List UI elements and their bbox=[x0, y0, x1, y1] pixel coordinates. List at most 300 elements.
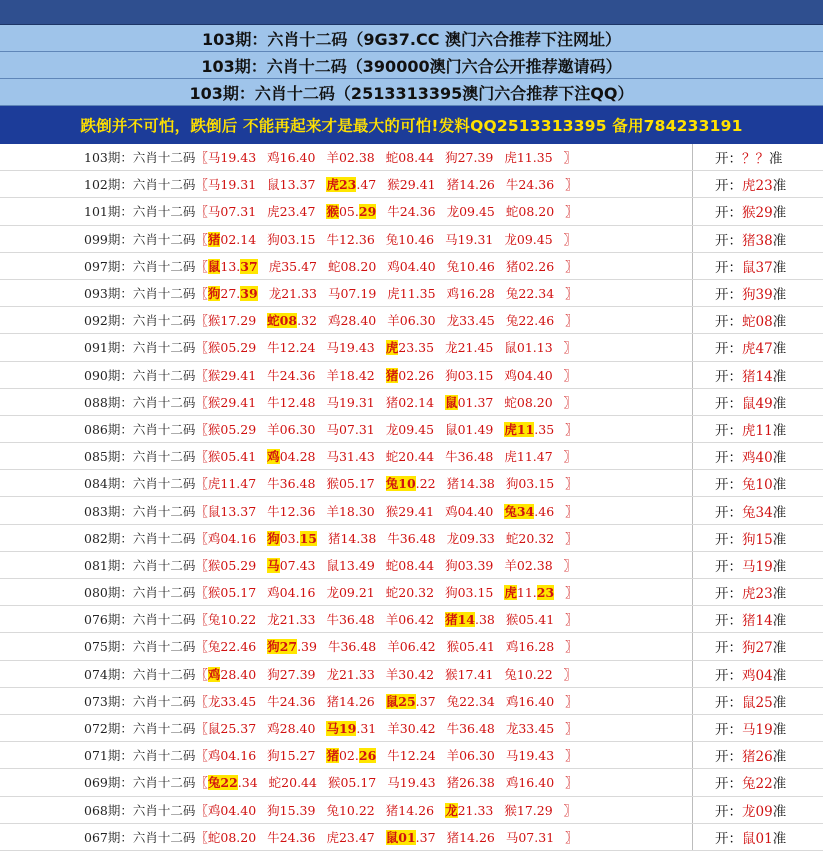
text-segment: 猴05.41 bbox=[446, 639, 495, 655]
bracket-close: 〗 bbox=[565, 177, 578, 193]
bracket-close: 〗 bbox=[563, 231, 577, 247]
zodiac-item bbox=[269, 284, 317, 302]
text-segment: .35 bbox=[534, 421, 555, 437]
issue-label: 086期：六肖十二码 bbox=[84, 421, 196, 437]
issue-label: 069期：六肖十二码 bbox=[84, 775, 196, 791]
result-cell bbox=[693, 718, 823, 738]
issue-label: 081期：六肖十二码 bbox=[84, 557, 196, 573]
zodiac-item bbox=[267, 338, 315, 356]
text-segment: 兔10.46 bbox=[446, 258, 495, 274]
text-segment: .31 bbox=[356, 721, 377, 737]
highlight-segment: 虎23 bbox=[326, 177, 357, 193]
zodiac-item bbox=[267, 393, 315, 411]
highlight-segment: 26 bbox=[358, 748, 377, 764]
table-row bbox=[0, 198, 823, 225]
zodiac-item bbox=[326, 393, 374, 411]
zodiac-item bbox=[504, 556, 552, 574]
result-value: 猪14 bbox=[742, 368, 773, 385]
prediction-cell bbox=[0, 661, 693, 687]
zodiac-item bbox=[267, 637, 317, 655]
text-segment: 猪14.26 bbox=[446, 829, 495, 845]
text-segment: 鸡16.40 bbox=[267, 150, 316, 166]
zodiac-item bbox=[326, 556, 374, 574]
bracket-open: 〖 bbox=[195, 177, 208, 193]
result-cell bbox=[693, 473, 823, 493]
zodiac-item bbox=[447, 746, 495, 764]
text-segment: 龙33.45 bbox=[207, 693, 257, 709]
zodiac-item bbox=[208, 338, 256, 356]
prediction-cell bbox=[0, 742, 693, 768]
text-segment: 马19.43 bbox=[505, 748, 555, 764]
result-value: 虎47 bbox=[742, 341, 773, 358]
bracket-open: 〖 bbox=[195, 748, 208, 764]
zodiac-item bbox=[267, 610, 315, 628]
text-segment: .32 bbox=[297, 313, 317, 329]
zodiac-item bbox=[386, 828, 436, 846]
table-row bbox=[0, 633, 823, 660]
zodiac-item bbox=[447, 692, 495, 710]
bracket-close: 〗 bbox=[565, 258, 578, 274]
text-segment: 龙33.45 bbox=[505, 721, 555, 737]
text-segment: 鼠13.37 bbox=[267, 177, 316, 193]
bracket-open: 〖 bbox=[195, 693, 208, 709]
zodiac-item bbox=[387, 311, 435, 329]
bracket-close: 〗 bbox=[563, 666, 577, 682]
zodiac-item bbox=[208, 447, 256, 465]
bracket-open: 〖 bbox=[195, 340, 208, 356]
prediction-cell bbox=[0, 334, 693, 360]
result-prefix: 开： bbox=[715, 776, 742, 793]
result-prefix: 开： bbox=[715, 586, 742, 603]
text-segment: 蛇08.44 bbox=[385, 557, 435, 573]
text-segment: 牛36.48 bbox=[446, 721, 495, 737]
zodiac-item bbox=[208, 583, 256, 601]
text-segment: 马19.43 bbox=[207, 150, 257, 166]
zodiac-item bbox=[387, 719, 435, 737]
text-segment: 01.37 bbox=[457, 394, 494, 410]
text-segment: 21.33 bbox=[457, 802, 494, 818]
table-row bbox=[0, 688, 823, 715]
bracket-close: 〗 bbox=[565, 286, 578, 302]
bracket-open: 〖 bbox=[195, 530, 208, 546]
text-segment: 马07.31 bbox=[326, 421, 375, 437]
result-cell bbox=[693, 745, 823, 765]
text-segment: 28.40 bbox=[220, 666, 257, 682]
zodiac-item bbox=[326, 801, 374, 819]
text-segment: 猴17.29 bbox=[207, 313, 257, 329]
result-suffix: 准 bbox=[772, 776, 787, 793]
result-cell bbox=[693, 229, 823, 249]
zodiac-item bbox=[326, 665, 374, 683]
zodiac-item bbox=[386, 366, 434, 384]
result-prefix: 开： bbox=[715, 830, 742, 847]
text-segment: .37 bbox=[415, 829, 436, 845]
result-cell bbox=[693, 337, 823, 357]
text-segment: 23.35 bbox=[398, 340, 435, 356]
text-segment: 猴17.41 bbox=[445, 666, 494, 682]
issue-label: 072期：六肖十二码 bbox=[84, 721, 196, 737]
table-row bbox=[0, 742, 823, 769]
bracket-close: 〗 bbox=[565, 503, 578, 519]
text-segment: 羊06.42 bbox=[385, 612, 435, 628]
zodiac-item bbox=[326, 502, 374, 520]
table-row bbox=[0, 579, 823, 606]
zodiac-item bbox=[326, 746, 376, 764]
zodiac-item bbox=[208, 474, 256, 492]
text-segment: 猴05.41 bbox=[505, 612, 555, 628]
table-row bbox=[0, 171, 823, 198]
table-row bbox=[0, 226, 823, 253]
zodiac-item bbox=[386, 556, 434, 574]
text-segment: 27. bbox=[220, 286, 241, 302]
zodiac-item bbox=[387, 773, 435, 791]
table-row bbox=[0, 769, 823, 796]
text-segment: 虎11.35 bbox=[504, 150, 553, 166]
zodiac-item bbox=[387, 284, 435, 302]
highlight-segment: 龙 bbox=[445, 802, 458, 818]
prediction-cell bbox=[0, 797, 693, 823]
prediction-cell bbox=[0, 525, 693, 551]
zodiac-item bbox=[208, 801, 256, 819]
bracket-close: 〗 bbox=[565, 421, 578, 437]
prediction-cell bbox=[0, 280, 693, 306]
result-cell bbox=[693, 664, 823, 684]
bracket-open: 〖 bbox=[195, 313, 208, 329]
text-segment: 牛24.36 bbox=[387, 204, 436, 220]
result-value: 猪14 bbox=[742, 613, 773, 630]
highlight-segment: 23 bbox=[536, 585, 555, 601]
text-segment: 兔22.46 bbox=[505, 313, 555, 329]
result-cell bbox=[693, 392, 823, 412]
text-segment: 马19.31 bbox=[445, 231, 494, 247]
prediction-table bbox=[0, 144, 823, 851]
result-prefix: 开： bbox=[715, 395, 742, 412]
text-segment: 兔22.34 bbox=[446, 693, 495, 709]
text-segment: 05. bbox=[338, 204, 359, 220]
bracket-open: 〖 bbox=[195, 449, 208, 465]
text-segment: 羊02.38 bbox=[504, 557, 553, 573]
result-cell bbox=[693, 201, 823, 221]
result-value: 鼠25 bbox=[742, 694, 773, 711]
zodiac-item bbox=[267, 474, 315, 492]
zodiac-item bbox=[445, 665, 493, 683]
issue-label: 068期：六肖十二码 bbox=[84, 802, 196, 818]
text-segment: 鸡16.28 bbox=[446, 286, 495, 302]
table-row bbox=[0, 661, 823, 688]
zodiac-item bbox=[326, 202, 376, 220]
bracket-open: 〖 bbox=[195, 394, 208, 410]
zodiac-item bbox=[386, 230, 434, 248]
zodiac-item bbox=[326, 148, 374, 166]
text-segment: 龙33.45 bbox=[446, 313, 495, 329]
text-segment: 蛇20.44 bbox=[385, 449, 435, 465]
zodiac-item bbox=[267, 447, 315, 465]
zodiac-item bbox=[387, 529, 435, 547]
zodiac-item bbox=[447, 257, 495, 275]
issue-label: 075期：六肖十二码 bbox=[84, 639, 196, 655]
result-value: 猪38 bbox=[742, 232, 773, 249]
zodiac-item bbox=[506, 746, 554, 764]
text-segment: 兔10.46 bbox=[385, 231, 435, 247]
result-prefix: 开： bbox=[715, 504, 742, 521]
zodiac-item bbox=[506, 311, 554, 329]
result-prefix: 开： bbox=[715, 232, 742, 249]
text-segment: 牛12.24 bbox=[267, 340, 316, 356]
text-segment: 牛12.48 bbox=[267, 394, 316, 410]
text-segment: 兔10.22 bbox=[504, 666, 553, 682]
text-segment: 牛12.36 bbox=[267, 503, 316, 519]
result-cell bbox=[693, 147, 823, 167]
zodiac-item bbox=[506, 637, 554, 655]
result-value: 龙09 bbox=[742, 803, 773, 820]
text-segment: 龙09.45 bbox=[504, 231, 553, 247]
zodiac-item bbox=[445, 420, 493, 438]
issue-label: 093期：六肖十二码 bbox=[84, 286, 196, 302]
result-cell bbox=[693, 827, 823, 847]
text-segment: 狗27.39 bbox=[445, 150, 494, 166]
result-value: 鼠49 bbox=[742, 395, 773, 412]
zodiac-item bbox=[445, 502, 493, 520]
zodiac-item bbox=[386, 148, 434, 166]
text-segment: 鸡04.16 bbox=[207, 748, 257, 764]
zodiac-item bbox=[445, 148, 493, 166]
bracket-close: 〗 bbox=[563, 557, 577, 573]
highlight-segment: 鼠 bbox=[207, 258, 221, 274]
zodiac-item bbox=[208, 692, 256, 710]
text-segment: 羊30.42 bbox=[385, 666, 435, 682]
issue-label: 092期：六肖十二码 bbox=[84, 313, 196, 329]
text-segment: 虎35.47 bbox=[268, 258, 317, 274]
text-segment: 马07.31 bbox=[505, 829, 555, 845]
zodiac-item bbox=[506, 529, 554, 547]
issue-label: 097期：六肖十二码 bbox=[84, 258, 196, 274]
text-segment: .34 bbox=[237, 775, 258, 791]
prediction-cell bbox=[0, 307, 693, 333]
result-suffix: 准 bbox=[772, 232, 787, 249]
result-prefix: 开： bbox=[715, 613, 742, 630]
result-prefix: 开： bbox=[715, 558, 742, 575]
result-suffix: 准 bbox=[772, 803, 787, 820]
result-suffix: 准 bbox=[772, 477, 787, 494]
result-value: 兔22 bbox=[742, 776, 773, 793]
prediction-cell bbox=[0, 769, 693, 795]
bracket-close: 〗 bbox=[565, 639, 578, 655]
text-segment: 兔10.22 bbox=[326, 802, 375, 818]
text-segment: 13. bbox=[220, 258, 241, 274]
zodiac-item bbox=[386, 610, 434, 628]
zodiac-item bbox=[328, 529, 376, 547]
text-segment: 蛇08.44 bbox=[385, 150, 435, 166]
zodiac-item bbox=[506, 474, 554, 492]
text-segment: 狗15.27 bbox=[267, 748, 316, 764]
result-prefix: 开： bbox=[715, 694, 742, 711]
table-row bbox=[0, 144, 823, 171]
bracket-close: 〗 bbox=[565, 585, 578, 601]
zodiac-item bbox=[447, 719, 495, 737]
result-prefix: 开： bbox=[715, 749, 742, 766]
text-segment: 猴29.41 bbox=[387, 177, 436, 193]
text-segment: 鸡04.40 bbox=[207, 802, 257, 818]
bracket-close: 〗 bbox=[563, 802, 577, 818]
zodiac-item bbox=[328, 257, 376, 275]
text-segment: .46 bbox=[534, 503, 555, 519]
zodiac-item bbox=[445, 338, 493, 356]
text-segment: 鸡16.28 bbox=[505, 639, 555, 655]
issue-label: 101期：六肖十二码 bbox=[84, 204, 196, 220]
highlight-segment: 猪 bbox=[326, 748, 339, 764]
prediction-cell bbox=[0, 416, 693, 442]
text-segment: 猴05.17 bbox=[327, 775, 377, 791]
result-suffix: 准 bbox=[772, 314, 787, 331]
result-value: 虎23 bbox=[742, 178, 773, 195]
result-value: 狗27 bbox=[742, 640, 773, 657]
result-suffix: 准 bbox=[772, 613, 787, 630]
bracket-close: 〗 bbox=[563, 394, 577, 410]
zodiac-item bbox=[447, 474, 495, 492]
issue-label: 080期：六肖十二码 bbox=[84, 585, 196, 601]
text-segment: 龙21.33 bbox=[267, 612, 316, 628]
result-prefix: 开： bbox=[715, 722, 742, 739]
zodiac-item bbox=[267, 420, 315, 438]
zodiac-item bbox=[267, 801, 315, 819]
bracket-open: 〖 bbox=[195, 421, 208, 437]
zodiac-item bbox=[386, 692, 436, 710]
zodiac-item bbox=[208, 637, 256, 655]
result-cell bbox=[693, 419, 823, 439]
result-value: 鼠37 bbox=[742, 259, 773, 276]
result-value: 马19 bbox=[742, 722, 773, 739]
bracket-open: 〖 bbox=[195, 585, 208, 601]
text-segment: 鸡04.40 bbox=[387, 258, 436, 274]
prediction-cell bbox=[0, 470, 693, 496]
result-prefix: 开： bbox=[715, 178, 742, 195]
prediction-cell bbox=[0, 362, 693, 388]
issue-label: 067期：六肖十二码 bbox=[84, 829, 196, 845]
prediction-cell bbox=[0, 606, 693, 632]
zodiac-item bbox=[506, 773, 554, 791]
zodiac-item bbox=[506, 692, 554, 710]
result-suffix: 准 bbox=[772, 667, 787, 684]
text-segment: 猴05.29 bbox=[207, 557, 257, 573]
result-value: 兔34 bbox=[742, 504, 773, 521]
bracket-open: 〖 bbox=[195, 367, 208, 383]
bracket-open: 〖 bbox=[195, 775, 208, 791]
highlight-segment: 鸡 bbox=[207, 666, 221, 682]
text-segment: 龙21.33 bbox=[326, 666, 375, 682]
prediction-cell bbox=[0, 226, 693, 252]
zodiac-item bbox=[504, 366, 552, 384]
zodiac-item bbox=[387, 257, 435, 275]
result-value: 兔10 bbox=[742, 477, 773, 494]
result-cell bbox=[693, 528, 823, 548]
zodiac-item bbox=[447, 637, 495, 655]
text-segment: 龙09.45 bbox=[446, 204, 495, 220]
result-suffix: 准 bbox=[772, 450, 787, 467]
zodiac-item bbox=[447, 175, 495, 193]
text-segment: .39 bbox=[297, 639, 317, 655]
zodiac-item bbox=[386, 420, 434, 438]
highlight-segment: 虎 bbox=[504, 585, 517, 601]
banner-invite-code: 103期：六肖十二码（390000澳门六合公开推荐邀请码） bbox=[0, 52, 823, 79]
zodiac-item bbox=[328, 773, 376, 791]
issue-label: 084期：六肖十二码 bbox=[84, 476, 196, 492]
zodiac-item bbox=[267, 311, 317, 329]
highlight-segment: 狗27 bbox=[267, 639, 298, 655]
zodiac-item bbox=[267, 202, 315, 220]
text-segment: 蛇08.20 bbox=[327, 258, 377, 274]
zodiac-item bbox=[326, 828, 374, 846]
zodiac-item bbox=[326, 230, 374, 248]
zodiac-item bbox=[387, 637, 435, 655]
text-segment: 鼠13.37 bbox=[207, 503, 257, 519]
text-segment: 牛36.48 bbox=[327, 639, 377, 655]
zodiac-item bbox=[386, 502, 434, 520]
text-segment: .47 bbox=[356, 177, 377, 193]
zodiac-item bbox=[267, 556, 315, 574]
text-segment: 虎11.35 bbox=[387, 286, 436, 302]
text-segment: 07.43 bbox=[279, 557, 316, 573]
zodiac-item bbox=[445, 610, 495, 628]
text-segment: .22 bbox=[415, 476, 436, 492]
zodiac-item bbox=[267, 746, 315, 764]
result-value: 狗39 bbox=[742, 287, 773, 304]
text-segment: 兔10.22 bbox=[207, 612, 257, 628]
bracket-open: 〖 bbox=[195, 666, 208, 682]
table-row bbox=[0, 334, 823, 361]
zodiac-item bbox=[506, 257, 554, 275]
result-cell bbox=[693, 256, 823, 276]
result-cell bbox=[693, 800, 823, 820]
text-segment: 牛12.24 bbox=[387, 748, 436, 764]
zodiac-item bbox=[445, 230, 493, 248]
table-row bbox=[0, 824, 823, 851]
text-segment: 羊06.30 bbox=[387, 313, 436, 329]
result-suffix: 准 bbox=[772, 694, 787, 711]
highlight-segment: 鸡 bbox=[267, 449, 280, 465]
text-segment: 鸡04.40 bbox=[445, 503, 494, 519]
text-segment: 猪14.26 bbox=[326, 693, 375, 709]
text-segment: 龙09.45 bbox=[385, 421, 435, 437]
result-suffix: 准 bbox=[769, 151, 783, 168]
result-prefix: 开： bbox=[715, 803, 742, 820]
result-cell bbox=[693, 582, 823, 602]
prediction-cell bbox=[0, 443, 693, 469]
zodiac-item bbox=[326, 420, 374, 438]
zodiac-item bbox=[208, 502, 256, 520]
bracket-open: 〖 bbox=[195, 286, 208, 302]
text-segment: 兔22.34 bbox=[505, 286, 555, 302]
bracket-open: 〖 bbox=[195, 829, 208, 845]
text-segment: 马31.43 bbox=[326, 449, 375, 465]
highlight-segment: 马 bbox=[267, 557, 280, 573]
text-segment: 狗15.39 bbox=[267, 802, 316, 818]
result-cell bbox=[693, 446, 823, 466]
result-value: 虎23 bbox=[742, 586, 773, 603]
zodiac-item bbox=[506, 202, 554, 220]
zodiac-item bbox=[208, 311, 256, 329]
zodiac-item bbox=[447, 773, 495, 791]
result-value: 鸡04 bbox=[742, 667, 773, 684]
zodiac-item bbox=[504, 338, 552, 356]
result-suffix: 准 bbox=[772, 830, 787, 847]
text-segment: 羊18.30 bbox=[326, 503, 375, 519]
zodiac-item bbox=[447, 529, 495, 547]
table-row bbox=[0, 797, 823, 824]
zodiac-item bbox=[267, 175, 315, 193]
zodiac-item bbox=[208, 284, 258, 302]
bracket-close: 〗 bbox=[565, 313, 578, 329]
highlight-segment: 猪14 bbox=[445, 612, 475, 628]
